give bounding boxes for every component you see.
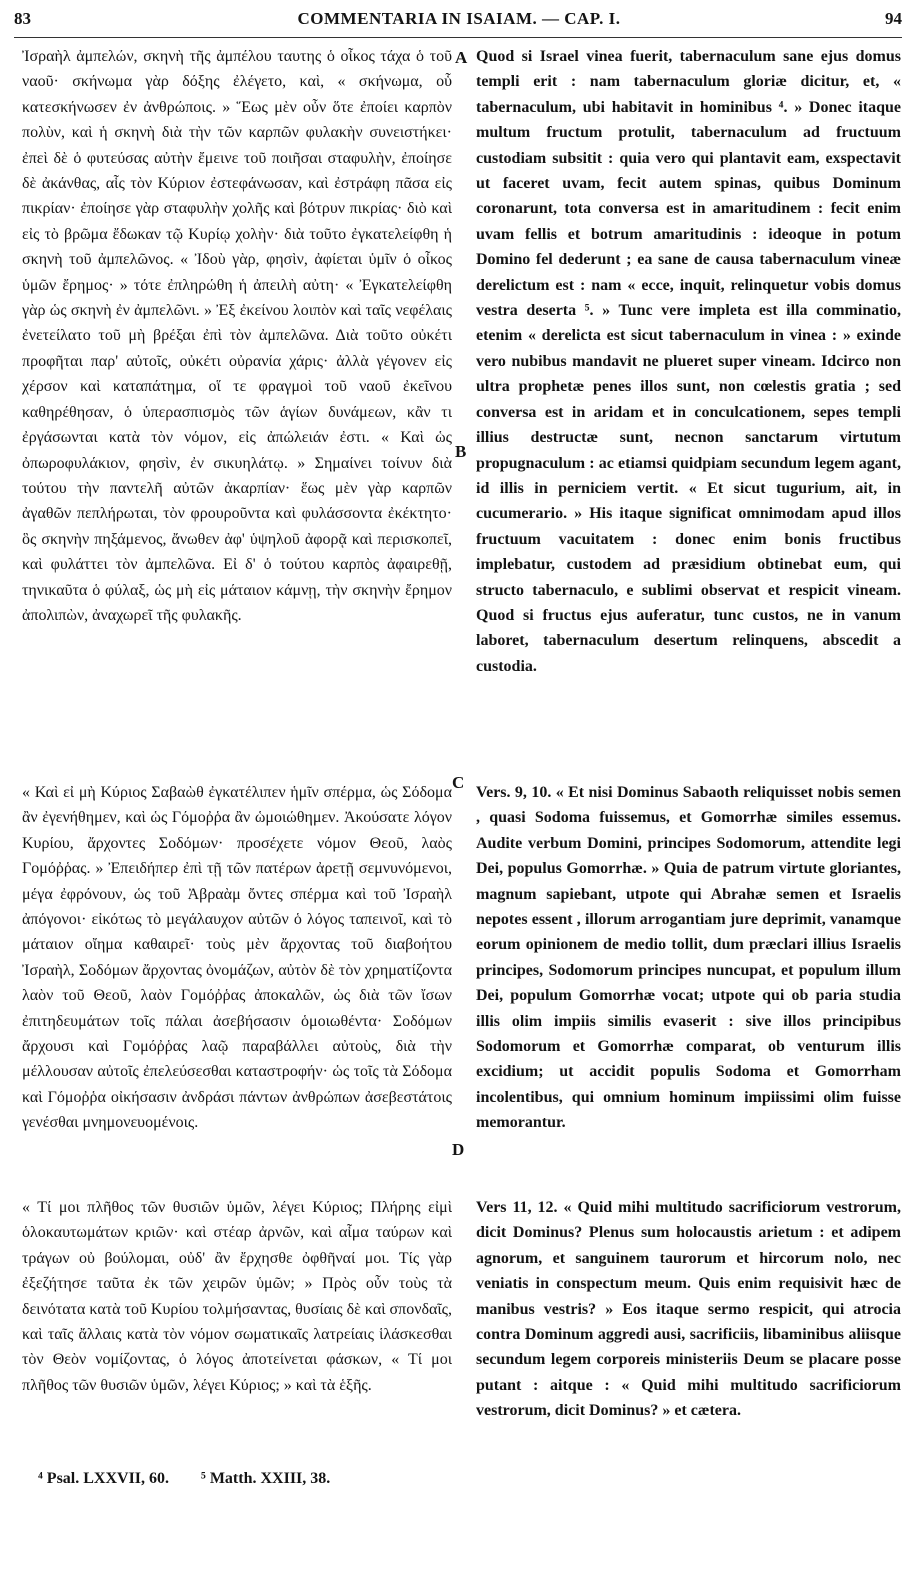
greek-column-section-3 (22, 1195, 452, 1398)
greek-paragraph: Ἰσραὴλ ἀμπελών, σκηνὴ τῆς ἀμπέλου ταυτης ὁ οἶκος τάχα ὁ τοῦ ναοῦ· σκήνωμα γὰρ δόξης ἐλέγετο, καὶ, « σκήνωμα, οὗ κατεσκήνωσεν ἐν ἀνθρώποις. » Ἕως μὲν οὖν ὅτε ἐποίει καρπὸν πολὺν, καὶ ἡ σκηνὴ διὰ τὴν τῶν καρπῶν φυλακὴν συνειστήκει· ἐπεὶ δὲ ὁ φυτεύσας αὐτὴν ἔμεινε τοῦ ποιῆσαι σταφυλὴν, ἐποίησε δὲ ἀκάνθας, αἷς τὸν Κύριον ἐστεφάνωσαν, καὶ ἐστράφη πᾶσα εἰς πικρίαν· ἐποίησε γὰρ σταφυλὴν χολῆς καὶ βότρυν πικρίας· διὸ καὶ εἰς τὸ βρῶμα ἔδωκαν τῷ Κυρίῳ χολὴν· διὰ τοῦτο ἐγκατελείφθη ἡ σκηνὴ τοῦ ἀμπελῶνος. « Ἰδοὺ γὰρ, φησὶν, ἀφίεται ὑμῖν ὁ οἶκος ὑμῶν ἔρημος· » τότε ἐπληρώθη ἡ ἀπειλὴ αὐτη· « Ἐγκατελείφθη γὰρ ὡς σκηνὴ ἐν ἀμπελῶνι. » Ἐξ ἐκείνου λοιπὸν καὶ ταῖς νεφέλαις ἐνετείλατο τοῦ μὴ βρέξαι ἐπὶ τὸν ἀμπελῶνα. Διὰ τοῦτο οὐκέτι προφῆται παρ' αὐτοῖς, οὐκέτι οὐρανία χάρις· ἀλλὰ γέγονεν εἰς χέρσον καὶ καταπάτημα, οἵ τε φραγμοὶ τοῦ ναοῦ ἐκεῖνου καθηρέθησαν, ὁ ὑπερασπισμὸς τῶν ἁγίων δυνάμεων, κἂν τι ἐργάσωνται κατὰ τὸν νόμον, εἰς ἀπώλειάν ἐστι. « Καὶ ὡς ὀπωροφυλάκιον, φησὶν, ἐν σικυηλάτῳ. » Σημαίνει τοίνυν διὰ τούτου τὴν παντελῆ αὐτῶν ἀκαρπίαν· ἕως μὲν γὰρ καρπῶν ἀγαθῶν πεπλήρωται, τὸν φρουροῦντα καὶ φυλάσσοντα ἐκέκτητο· ὃς σκηνὴν πηξάμενος, ἄνωθεν ἀφ' ὑψηλοῦ ἀφορᾷ καὶ περισκοπεῖ, καὶ φυλάττει τὸν ἀμπελῶνα. Εἰ δ' ὁ τούτου καρπὸς ἀφαιρεθῇ, τηνικαῦτα ὁ φύλαξ, ὡς μὴ εἰς μάταιον κάμνῃ, τὴν σκηνὴν ἔρημον ἀπολιπὼν, ἀναχωρεῖ τῆς φυλακῆς. (22, 48, 452, 624)
header-rule (14, 37, 902, 38)
margin-letter-a: A (455, 48, 468, 67)
latin-paragraph: Vers 11, 12. « Quid mihi multitudo sacrificiorum vestrorum, dicit Dominus? Plenus sum holocaustis arietum : et adipem agnorum, et sanguinem taurorum et hircorum nolo, nec veniatis in conspectum meum. Quis enim requisivit hæc de manibus vestris? » Eos itaque sermo respicit, qui atrocia contra Dominum aggredi ausi, sacrificiis, libaminibus aliisque secundum legem corporeis ministeriis Deum se placare posse putant : aitque : « Quid mihi multitudo sacrificiorum vestrorum, dicit Dominus? » et cætera. (476, 1199, 901, 1420)
greek-paragraph: « Καὶ εἰ μὴ Κύριος Σαβαὼθ ἐγκατέλιπεν ἡμῖν σπέρμα, ὡς Σόδομα ἂν ἐγενήθημεν, καὶ ὡς Γόμοῤῥα ἂν ὡμοιώθημεν. Ἀκούσατε λόγον Κυρίου, ἄρχοντες Σοδόμων· προσέχετε νόμον Θεοῦ, λαὸς Γομόῤῥας. » Ἐπειδήπερ ἐπὶ τῇ τῶν πατέρων ἀρετῇ σεμνυνόμενοι, μέγα ἐφρόνουν, ὡς τοῦ Ἀβραὰμ ὄντες σπέρμα καὶ τοῦ Ἰσραὴλ ἀπόγονοι· εἰκότως τὸ μεγάλαυχον αὐτῶν ὁ λόγος ταπεινοῖ, καὶ τὸ μάταιον οἴημα καθαιρεῖ· τοὺς μὲν ἄρχοντας τοῦ διαβοήτου Ἰσραὴλ, Σοδόμων ἄρχοντας ὀνομάζων, αὐτὸν δὲ τὸν χρηματίζοντα λαὸν τοῦ Θεοῦ, λαὸν Γομόῤῥας ἀποκαλῶν, ὡς διὰ τῶν ἴσων ἐπιτηδευμάτων τοῖς πάλαι ἀσεβήσασιν ὁμοιωθέντα· Σοδόμων ἄρχουσι καὶ Γομόῤῥας λαῷ παραβάλλει αὐτοὺς, διὰ τὴν μέλλουσαν αὐτοῖς ἐπελεύσεσθαι καταστροφήν· ὡς τοῖς τὰ Σόδομα καὶ Γόμοῤῥα οἰκήσασιν ἀνδράσι πάντων ἀνθρώπων ἀσεβεστάτοις γενέσθαι μνημονευομένοις. (22, 784, 452, 1132)
footnotes (38, 1470, 358, 1488)
latin-column-section-3 (476, 1195, 901, 1424)
latin-paragraph: Quod si Israel vinea fuerit, tabernaculum sane ejus domus templi erit : nam tabernaculum gloriæ dicitur, et, « tabernaculum, ubi habitavit in hominibus ⁴. » Donec itaque multum fructum protulit, tabernaculum ad fructuum custodiam subsitit : quia vero qui plantavit eam, exspectavit ut faceret uvam, fecit autem spinas, quibus Dominum coronarunt, tota conversa est in amaritudinem : fecit enim uvam fellis et botrum amaritudinis : ideoque in potum Domino fel dederunt ; ea sane de causa tabernaculum vineæ derelictum est : nam « ecce, inquit, relinquetur vobis domus vestra deserta ⁵. » Tunc vere impleta est illa comminatio, etenim « derelicta est sicut tabernaculum in vinea : » exinde vero nubibus mandavit ne plueret super vineam. Idcirco non ultra prophetæ penes illos sunt, non cœlestis gratia ; sed conversa est in aridam et in conculcationem, sepes templi illius destructæ sunt, necnon sanctarum virtutum propugnaculum : ac etiamsi quidpiam secundum legem agant, id illis in perniciem vertit. « Et sicut tugurium, ait, in cucumerario. » His itaque significat omnimodam apud illos fructuum vacuitatem : donec enim bonis fructibus implebatur, custodem ad præsidium obtinebat eum, qui structo tabernaculo, e sublimi observat et respicit vineam. Quod si fructus ejus auferatur, tunc custos, ne in vanum laboret, tabernaculum desertum relinquens, abscedit a custodia. (476, 48, 901, 675)
margin-letter-b: B (455, 442, 467, 461)
latin-column-section-1 (476, 44, 901, 679)
left-page-number: 83 (14, 9, 31, 28)
margin-letter-d: D (452, 1140, 465, 1159)
footnote-4: ⁴ Psal. LXXVII, 60. (38, 1470, 170, 1487)
running-title: COMMENTARIA IN ISAIAM. — CAP. I. (297, 9, 621, 28)
greek-column-section-1 (22, 44, 452, 628)
latin-paragraph: Vers. 9, 10. « Et nisi Dominus Sabaoth reliquisset nobis semen , quasi Sodoma fuissemus, et Gomorrhæ similes essemus. Audite verbum Domini, principes Sodomorum, attendite legi Dei, populus Gomorrhæ. » Quia de patrum virtute gloriantes, magnum sapiebant, utpote qui Abrahæ semen et Israelis nepotes essent , illorum arrogantiam jure deprimit, vanamque eorum opinionem de medio tollit, dum præclari illius Israelis principes, Sodomorum principes nuncupat, et populum illum Dei, populum Gomorrhæ vocat; utpote qui ob paria studia illis olim impiis similis evaserit : sive illos principibus Sodomorum et Gomorrhæ comparat, ob venturum illis excidium; ut accidit populis Sodoma et Gomorrham incolentibus, qui omnium hominum impiissimi olim fuisse memorantur. (476, 784, 901, 1132)
greek-paragraph: « Τί μοι πλῆθος τῶν θυσιῶν ὑμῶν, λέγει Κύριος; Πλήρης εἰμὶ ὁλοκαυτωμάτων κριῶν· καὶ στέαρ ἀρνῶν, καὶ αἷμα ταύρων καὶ τράγων οὐ βούλομαι, οὐδ' ἂν ἔρχησθε ὀφθῆναί μοι. Τίς γὰρ ἐξεζήτησε ταῦτα ἐκ τῶν χειρῶν ὑμῶν; » Πρὸς οὖν τοὺς τὰ δεινότατα κατὰ τοῦ Κυρίου τολμήσαντας, θυσίαις δὲ καὶ σπονδαῖς, καὶ ταῖς ἄλλαις κατὰ τὸν νόμον σωματικαῖς λατρείαις ἱλάσκεσθαι τὸν Θεὸν νομίζοντας, ὁ λόγος ἀποτείνεται φάσκων, « Τί μοι πλῆθος τῶν θυσιῶν ὑμῶν, λέγει Κύριος; » καὶ τὰ ἑξῆς. (22, 1199, 453, 1394)
greek-column-section-2 (22, 780, 452, 1136)
right-page-number: 94 (885, 9, 902, 28)
margin-letter-c: C (452, 773, 465, 792)
latin-column-section-2 (476, 780, 901, 1136)
running-header (0, 0, 918, 40)
footnote-5: ⁵ Matth. XXIII, 38. (201, 1470, 331, 1487)
